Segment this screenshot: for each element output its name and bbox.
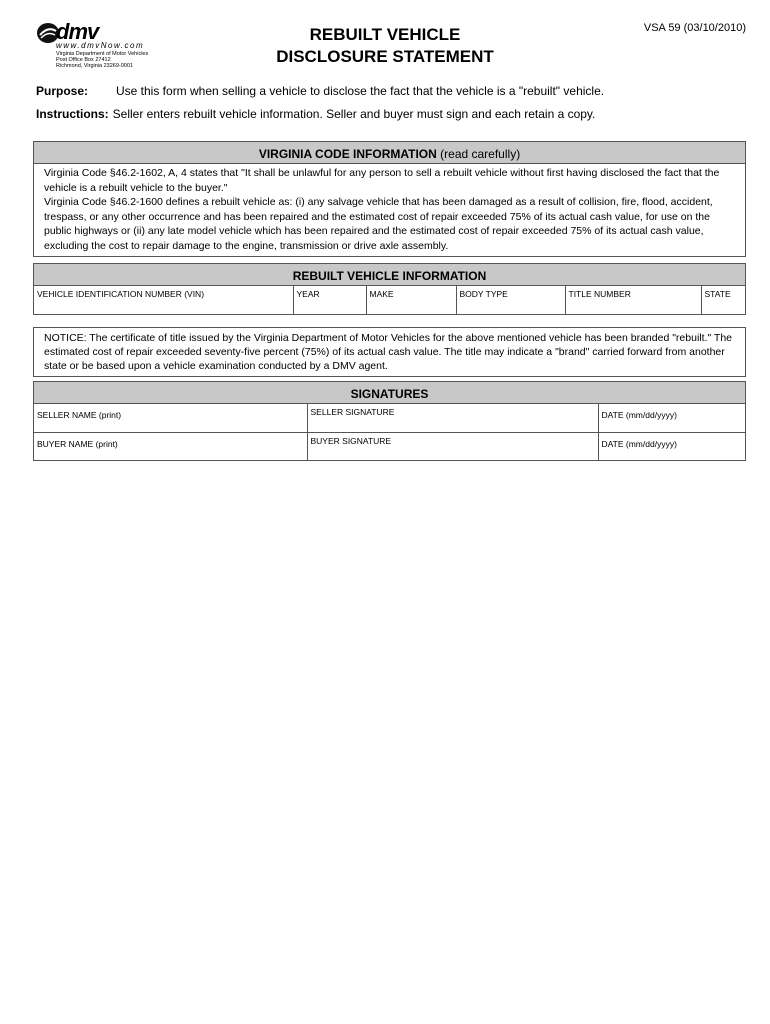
seller-signature-field[interactable] xyxy=(307,404,598,432)
buyer-signature-field[interactable] xyxy=(307,432,598,460)
code-info-title: VIRGINIA CODE INFORMATION xyxy=(258,147,437,161)
vehicle-info-table xyxy=(34,286,745,314)
vehicle-info-section xyxy=(33,263,746,315)
code-info-section xyxy=(33,141,746,257)
state-field[interactable] xyxy=(701,286,745,314)
instructions-line xyxy=(36,107,595,121)
year-label: YEAR xyxy=(296,289,320,299)
address-line-1: Virginia Department of Motor Vehicles xyxy=(56,51,149,57)
code-info-body xyxy=(34,164,745,256)
dmv-address xyxy=(56,51,148,69)
instructions-text: Seller enters rebuilt vehicle information. Seller and buyer must sign and each retain a copy. xyxy=(112,107,596,121)
logo-text: dmv xyxy=(56,19,99,44)
code-info-note: (read carefully) xyxy=(440,147,521,161)
dmv-logo xyxy=(36,19,176,72)
form-title xyxy=(235,24,535,68)
buyer-name-label: BUYER NAME (print) xyxy=(37,438,118,449)
logo-url: www.dmvNow.com xyxy=(56,41,145,50)
body-type-label: BODY TYPE xyxy=(459,289,508,299)
signatures-table xyxy=(34,404,745,460)
signatures-section xyxy=(33,381,746,461)
buyer-name-field[interactable] xyxy=(34,432,307,460)
purpose-text: Use this form when selling a vehicle to disclose the fact that the vehicle is a "rebuilt" vehicle. xyxy=(116,84,605,98)
purpose-label: Purpose: xyxy=(36,84,89,98)
address-line-3: Richmond, Virginia 23269-0001 xyxy=(56,63,133,69)
code-paragraph-1: Virginia Code §46.2-1602, A, 4 states that "It shall be unlawful for any person to sell a rebuilt vehicle without first having disclosed the fact that the vehicle is a rebuilt vehicle to the buyer." xyxy=(44,167,720,194)
purpose-line xyxy=(36,84,604,98)
code-info-heading xyxy=(34,142,745,164)
title-number-field[interactable] xyxy=(565,286,701,314)
make-label: MAKE xyxy=(369,289,394,299)
make-field[interactable] xyxy=(366,286,456,314)
seller-date-label: DATE (mm/dd/yyyy) xyxy=(601,410,677,420)
state-label: STATE xyxy=(704,289,731,299)
vin-label: VEHICLE IDENTIFICATION NUMBER (VIN) xyxy=(37,289,205,299)
address-line-2: Post Office Box 27412 xyxy=(56,57,111,63)
vin-field[interactable] xyxy=(34,286,293,314)
seller-name-field[interactable] xyxy=(34,404,307,432)
buyer-date-field[interactable] xyxy=(598,432,745,460)
code-paragraph-2: Virginia Code §46.2-1600 defines a rebuilt vehicle as: (i) any salvage vehicle that has been damaged as a result of collision, fire, flood, accident, trespass, or any other occurrence and has been repaired and the estimated cost of repair exceeded 75% of its actual cash value, for use on the public highways or (ii) any late model vehicle which has been repaired and the estimated cost of repair exceeded 75% of its actual cash value, excluding the cost to repair damage to the engine, transmission or drive axle assembly. xyxy=(44,196,713,252)
seller-date-field[interactable] xyxy=(598,404,745,432)
form-title-line-2: DISCLOSURE STATEMENT xyxy=(276,47,494,66)
notice-box: NOTICE: The certificate of title issued by the Virginia Department of Motor Vehicles for the above mentioned vehicle has been branded "rebuilt." The estimated cost of repair exceeded seventy-five percent (75%) of its actual cash value. The title may indicate a "brand" carried forward from another state or be based upon a vehicle examination conducted by a DMV agent. xyxy=(33,327,746,377)
form-number: VSA 59 (03/10/2010) xyxy=(643,22,746,34)
instructions-label: Instructions: xyxy=(36,107,109,121)
body-type-field[interactable] xyxy=(456,286,565,314)
form-title-line-1: REBUILT VEHICLE xyxy=(309,25,461,44)
seller-name-label: SELLER NAME (print) xyxy=(37,410,122,420)
buyer-signature-label: BUYER SIGNATURE xyxy=(310,435,392,446)
title-number-label: TITLE NUMBER xyxy=(568,289,631,299)
seller-signature-label: SELLER SIGNATURE xyxy=(310,407,395,417)
signatures-heading: SIGNATURES xyxy=(34,382,745,404)
year-field[interactable] xyxy=(293,286,366,314)
buyer-date-label: DATE (mm/dd/yyyy) xyxy=(601,438,677,449)
vehicle-info-heading: REBUILT VEHICLE INFORMATION xyxy=(34,264,745,286)
